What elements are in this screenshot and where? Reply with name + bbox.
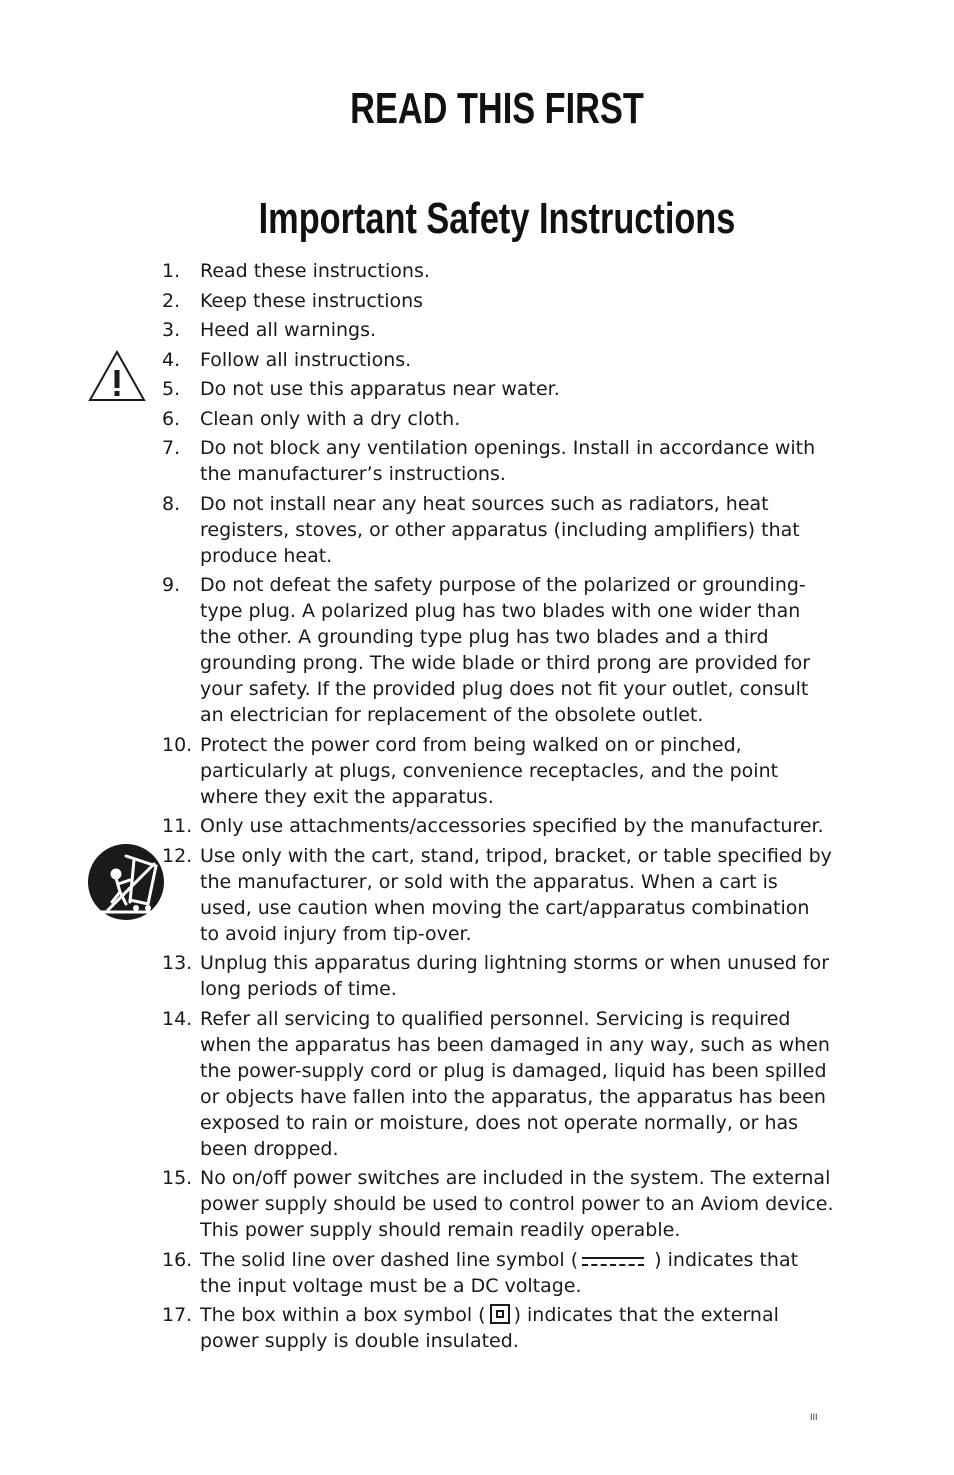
item-number: 5. xyxy=(162,378,181,400)
item-text-after: ) indicates that the input voltage must be a DC voltage. xyxy=(200,1248,799,1297)
item-text: Only use attachments/accessories specified by the manufacturer. xyxy=(200,815,824,837)
list-item xyxy=(162,317,834,343)
item-text-before: The solid line over dashed line symbol ( xyxy=(200,1248,579,1271)
item-text: Do not install near any heat sources such as radiators, heat registers, stoves, or other apparatus (including amplifiers) that produce heat. xyxy=(200,492,800,567)
list-item xyxy=(162,1006,834,1162)
item-text: Do not block any ventilation openings. Install in accordance with the manufacturer’s instructions. xyxy=(200,437,816,485)
list-item xyxy=(162,347,834,373)
item-text: Keep these instructions xyxy=(200,289,424,312)
dc-voltage-symbol-icon xyxy=(580,1254,646,1268)
item-text: No on/off power switches are included in the system. The external power supply should be used to control power to an Aviom device. This power supply should remain readily operable. xyxy=(200,1167,834,1241)
item-number: 4. xyxy=(162,348,181,371)
list-item xyxy=(162,435,834,487)
page-title: READ THIS FIRST xyxy=(350,84,644,133)
item-text-after: ) indicates that the external power supply is double insulated. xyxy=(200,1304,779,1352)
list-item xyxy=(162,950,834,1002)
item-number: 17. xyxy=(162,1304,193,1326)
item-number: 2. xyxy=(162,289,181,312)
item-text: Heed all warnings. xyxy=(200,319,377,341)
item-text: Do not use this apparatus near water. xyxy=(200,378,560,400)
list-item xyxy=(162,813,834,839)
item-number: 9. xyxy=(162,574,181,596)
list-item xyxy=(162,1247,834,1299)
item-text: Protect the power cord from being walked on or pinched, particularly at plugs, convenience receptacles, and the point where they exit the apparatus. xyxy=(200,733,779,808)
page-number: III xyxy=(810,1412,818,1422)
item-text: Unplug this apparatus during lightning storms or when unused for long periods of time. xyxy=(200,952,830,1000)
item-text: Refer all servicing to qualified personnel. Servicing is required when the apparatus has been damaged in any way, such as when the power-supply cord or plug is damaged, liquid has been spilled or objects have fallen into the apparatus, the apparatus has been exposed to rain or moisture, does not operate normally, or has been dropped. xyxy=(200,1007,830,1160)
item-number: 13. xyxy=(162,952,193,974)
list-item xyxy=(162,572,834,728)
item-number: 7. xyxy=(162,437,181,459)
item-number: 12. xyxy=(162,844,193,867)
list-item xyxy=(162,258,834,284)
safety-instructions-list xyxy=(162,258,834,1358)
item-text xyxy=(200,1247,834,1299)
list-item xyxy=(162,1302,834,1354)
item-number: 14. xyxy=(162,1007,193,1030)
item-number: 15. xyxy=(162,1167,193,1189)
item-text: Clean only with a dry cloth. xyxy=(200,407,461,430)
list-item xyxy=(162,376,834,402)
item-number: 6. xyxy=(162,407,181,430)
list-item xyxy=(162,843,834,947)
list-item xyxy=(162,406,834,432)
item-text-before: The box within a box symbol ( xyxy=(200,1304,486,1326)
item-number: 8. xyxy=(162,492,181,515)
item-number: 1. xyxy=(162,260,181,282)
item-text: Use only with the cart, stand, tripod, bracket, or table specified by the manufacturer, or sold with the apparatus. When a cart is used, use caution when moving the cart/apparatus combination to avoid injury from tip-over. xyxy=(200,844,832,945)
list-item xyxy=(162,732,834,810)
double-insulated-symbol-icon xyxy=(490,1304,510,1324)
item-number: 3. xyxy=(162,319,181,341)
list-item xyxy=(162,491,834,569)
item-number: 11. xyxy=(162,815,193,837)
item-text xyxy=(200,1302,834,1354)
section-heading: Important Safety Instructions xyxy=(258,194,736,243)
warning-triangle-icon xyxy=(88,350,146,402)
item-number: 10. xyxy=(162,733,193,756)
cart-tip-over-icon xyxy=(86,842,166,922)
item-text: Follow all instructions. xyxy=(200,348,412,371)
list-item xyxy=(162,288,834,314)
item-text: Do not defeat the safety purpose of the polarized or grounding-type plug. A polarized plug has two blades with one wider than the other. A grounding type plug has two blades and a third grounding prong. The wide blade or third prong are provided for your safety. If the provided plug does not fit your outlet, consult an electrician for replacement of the obsolete outlet. xyxy=(200,574,811,726)
list-item xyxy=(162,1165,834,1243)
item-text: Read these instructions. xyxy=(200,260,430,282)
item-number: 16. xyxy=(162,1248,193,1271)
